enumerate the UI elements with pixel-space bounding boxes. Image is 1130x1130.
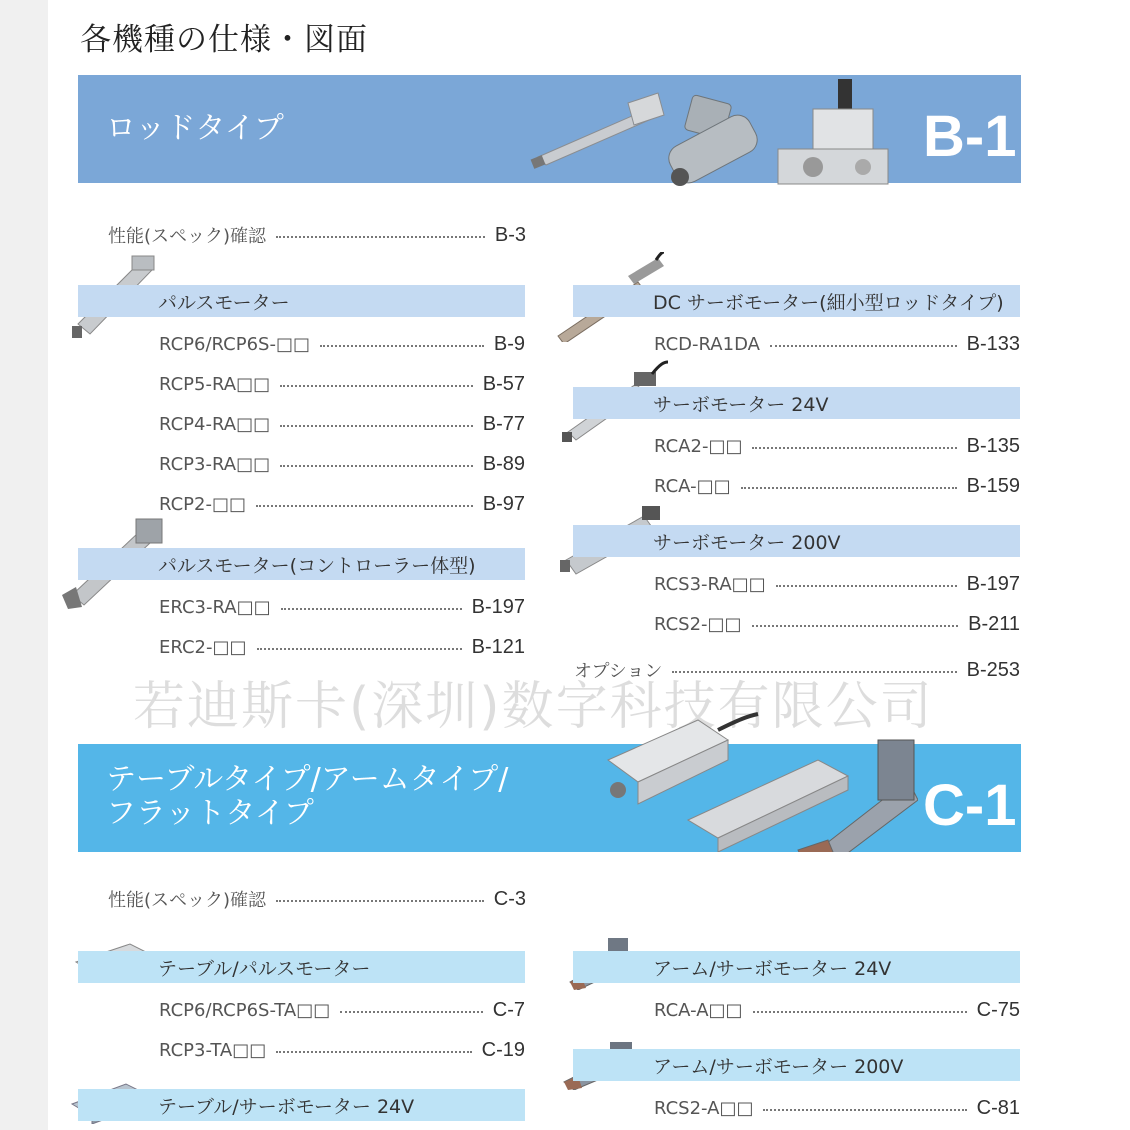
leader-dots — [280, 465, 473, 467]
list-item[interactable] — [654, 611, 1020, 637]
section-title: アーム/サーボモーター 24V — [653, 957, 892, 980]
item-label: RCS2-A□□ — [654, 1097, 754, 1119]
item-page: B-57 — [482, 372, 525, 395]
item-label: RCD-RA1DA — [654, 333, 760, 355]
leader-dots — [256, 505, 473, 507]
leader-dots — [276, 236, 485, 238]
leader-dots — [770, 345, 957, 347]
table-spec-label: 性能(スペック)確認 — [108, 890, 267, 911]
item-label: RCP4-RA□□ — [159, 413, 271, 435]
item-page: B-197 — [471, 595, 525, 618]
leader-dots — [257, 648, 462, 650]
list-item[interactable] — [159, 411, 525, 437]
item-page: B-135 — [966, 434, 1020, 457]
section-title: パルスモーター — [158, 291, 290, 314]
item-page: B-211 — [968, 612, 1020, 635]
table-type-title-line2: フラットタイプ — [106, 796, 314, 831]
item-label: RCS3-RA□□ — [654, 573, 766, 595]
leader-dots — [752, 625, 959, 627]
item-page: B-133 — [966, 332, 1020, 355]
list-item[interactable] — [159, 997, 525, 1023]
leader-dots — [320, 345, 484, 347]
list-item[interactable] — [654, 1095, 1020, 1121]
section-title: アーム/サーボモーター 200V — [653, 1055, 904, 1078]
item-label: RCS2-□□ — [654, 613, 742, 635]
leader-dots — [763, 1109, 966, 1111]
leader-dots — [776, 585, 957, 587]
list-item[interactable] — [159, 491, 525, 517]
list-item[interactable] — [159, 634, 525, 660]
item-page: C-81 — [976, 1096, 1020, 1119]
item-page: C-7 — [492, 998, 525, 1021]
leader-dots — [741, 487, 957, 489]
rod-type-banner[interactable] — [78, 75, 1021, 183]
leader-dots — [752, 447, 956, 449]
section-title: DC サーボモーター(細小型ロッドタイプ) — [653, 291, 1004, 314]
table-type-title-line1: テーブルタイプ/アームタイプ/ — [106, 762, 509, 797]
page-heading: 各機種の仕様・図面 — [80, 22, 368, 58]
option-label: オプション — [574, 661, 663, 682]
item-page: B-121 — [471, 635, 525, 658]
rod-spec-row[interactable] — [108, 222, 526, 248]
leader-dots — [340, 1011, 483, 1013]
list-item[interactable] — [654, 997, 1020, 1023]
section-servo-200v[interactable] — [573, 525, 1020, 557]
table-type-code: C-1 — [923, 773, 1017, 838]
item-label: RCA-□□ — [654, 475, 731, 497]
list-item[interactable] — [159, 594, 525, 620]
leader-dots — [281, 608, 462, 610]
table-spec-row[interactable] — [108, 886, 526, 912]
section-arm-servo-200v[interactable] — [573, 1049, 1020, 1081]
section-title: テーブル/パルスモーター — [158, 957, 371, 980]
section-pulse-motor-controller[interactable] — [78, 548, 525, 580]
leader-dots — [753, 1011, 967, 1013]
list-item[interactable] — [159, 1037, 525, 1063]
table-type-banner[interactable] — [78, 744, 1021, 852]
item-label: ERC2-□□ — [159, 636, 247, 658]
rod-spec-page: B-3 — [494, 223, 526, 246]
item-page: C-19 — [481, 1038, 525, 1061]
section-table-servo-24v[interactable] — [78, 1089, 525, 1121]
rod-type-title: ロッドタイプ — [106, 111, 284, 146]
section-title: パルスモーター(コントローラー体型) — [158, 554, 476, 577]
item-label: RCA-A□□ — [654, 999, 743, 1021]
item-label: ERC3-RA□□ — [159, 596, 271, 618]
leader-dots — [276, 1051, 471, 1053]
rod-spec-label: 性能(スペック)確認 — [108, 226, 267, 247]
option-page: B-253 — [966, 658, 1020, 681]
item-page: B-9 — [493, 332, 525, 355]
list-item[interactable] — [159, 451, 525, 477]
item-page: B-97 — [482, 492, 525, 515]
item-page: B-89 — [482, 452, 525, 475]
rod-actuators-image — [528, 69, 913, 187]
list-item[interactable] — [654, 571, 1020, 597]
item-page: B-159 — [966, 474, 1020, 497]
section-dc-servo[interactable] — [573, 285, 1020, 317]
list-item[interactable] — [654, 433, 1020, 459]
list-item[interactable] — [654, 331, 1020, 357]
item-label: RCP6/RCP6S-TA□□ — [159, 999, 331, 1021]
table-actuators-image — [598, 700, 918, 852]
item-page: C-75 — [976, 998, 1020, 1021]
section-pulse-motor[interactable] — [78, 285, 525, 317]
list-item[interactable] — [159, 331, 525, 357]
table-spec-page: C-3 — [493, 887, 526, 910]
rod-type-code: B-1 — [923, 104, 1017, 169]
watermark: 若迪斯卡(深圳)数字科技有限公司 — [133, 677, 934, 737]
section-table-pulse[interactable] — [78, 951, 525, 983]
item-page: B-197 — [966, 572, 1020, 595]
leader-dots — [280, 385, 473, 387]
item-label: RCA2-□□ — [654, 435, 743, 457]
section-title: サーボモーター 200V — [653, 531, 841, 554]
section-title: テーブル/サーボモーター 24V — [158, 1095, 415, 1118]
item-label: RCP6/RCP6S-□□ — [159, 333, 310, 355]
list-item[interactable] — [654, 473, 1020, 499]
section-title: サーボモーター 24V — [653, 393, 829, 416]
catalog-page — [48, 0, 1130, 1130]
list-item[interactable] — [159, 371, 525, 397]
section-arm-servo-24v[interactable] — [573, 951, 1020, 983]
item-label: RCP5-RA□□ — [159, 373, 271, 395]
leader-dots — [280, 425, 473, 427]
item-label: RCP2-□□ — [159, 493, 246, 515]
item-page: B-77 — [482, 412, 525, 435]
item-label: RCP3-TA□□ — [159, 1039, 267, 1061]
leader-dots — [276, 900, 484, 902]
item-label: RCP3-RA□□ — [159, 453, 271, 475]
section-servo-24v[interactable] — [573, 387, 1020, 419]
